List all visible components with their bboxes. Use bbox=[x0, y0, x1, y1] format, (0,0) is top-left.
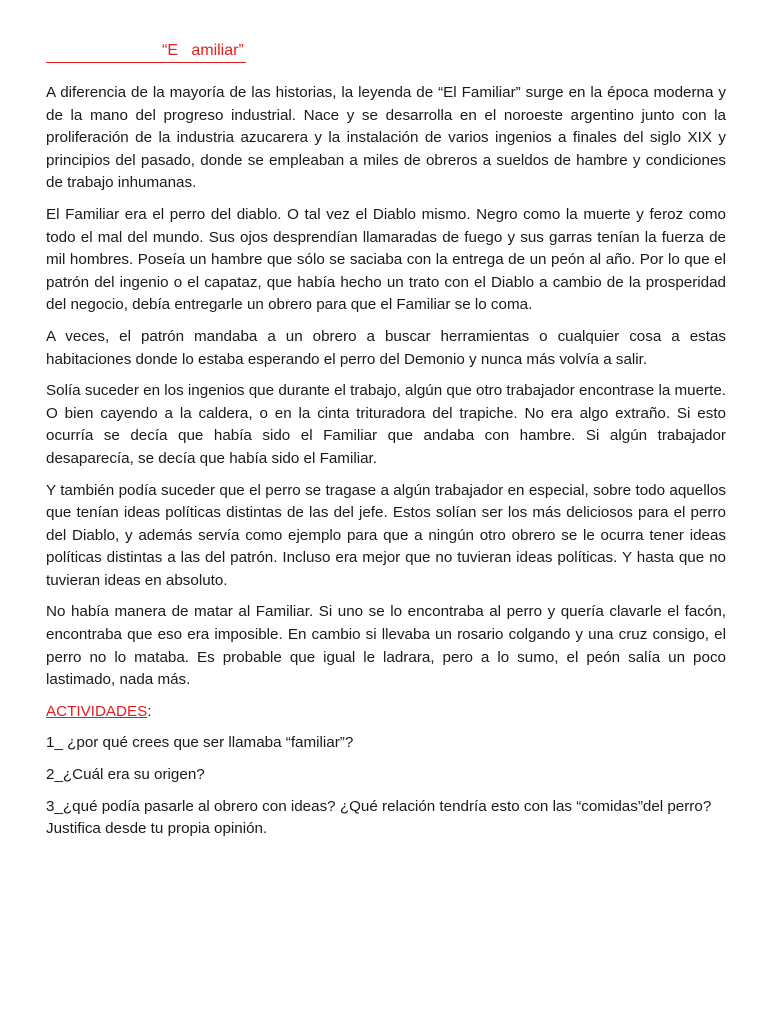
paragraph-5: Y también podía suceder que el perro se tragase a algún trabajador en especial, sobre todo aquellos que tenían ideas políticas distintas de las del jefe. Estos solían ser los más deliciosos para el perro del Diablo, y además servía como ejemplo para que a ningún otro obrero se le ocurra tener ideas políticas distintas a las del patrón. Incluso era mejor que no tuvieran ideas políticas. Y hasta que no tuvieran ideas en absoluto. bbox=[46, 481, 726, 589]
activities-label: ACTIVIDADES bbox=[46, 702, 148, 720]
question-2: 2_¿Cuál era su origen? bbox=[46, 766, 205, 784]
paragraph-2: El Familiar era el perro del diablo. O tal vez el Diablo mismo. Negro como la muerte y feroz como todo el mal del mundo. Sus ojos desprendían llamaradas de fuego y sus garras tenían la fuerza de mil hombres. Poseía un hambre que sólo se saciaba con la entrega de un peón al año. Por lo que el patrón del ingenio o el capataz, que había hecho un trato con el Diablo a cambio de la prosperidad del negocio, debía entregarle un obrero para que el Familiar se lo coma. bbox=[46, 205, 726, 314]
paragraph-1: A diferencia de la mayoría de las historias, la leyenda de “El Familiar” surge en la época moderna y de la mano del progreso industrial. Nace y se desarrolla en el noroeste argentino junto con la proliferación de la industria azucarera y la instalación de varios ingenios a finales del siglo XIX y principios del pasado, donde se empleaban a miles de obreros a sueldos de hambre y condiciones de trabajo inhumanas. bbox=[46, 84, 726, 192]
question-1: 1_ ¿por qué crees que ser llamaba “familiar”? bbox=[46, 734, 354, 752]
paragraph-3: A veces, el patrón mandaba a un obrero a buscar herramientas o cualquier cosa a estas habitaciones donde lo estaba esperando el perro del Demonio y nunca más volvía a salir. bbox=[46, 327, 726, 368]
paragraph-4: Solía suceder en los ingenios que durante el trabajo, algún que otro trabajador encontrase la muerte. O bien cayendo a la caldera, o en la cinta trituradora del trapiche. No era algo extraño. Si esto ocurría se decía que había sido el Familiar que andaba con hambre. Si algún trabajador desaparecía, se decía que había sido el Familiar. bbox=[46, 382, 726, 467]
document-title: “E amiliar” bbox=[46, 40, 246, 63]
question-3: 3_¿qué podía pasarle al obrero con ideas? ¿Qué relación tendría esto con las “comidas”del perro? Justifica desde tu propia opinión. bbox=[46, 797, 712, 838]
title-line bbox=[46, 40, 726, 66]
activities-colon: : bbox=[147, 702, 152, 720]
paragraph-6: No había manera de matar al Familiar. Si uno se lo encontraba al perro y quería clavarle el facón, encontraba que eso era imposible. En cambio si llevaba un rosario colgando y una cruz consigo, el perro no lo mataba. Es probable que igual le ladrara, pero a lo sumo, el peón salía un poco lastimado, nada más. bbox=[46, 603, 726, 689]
activities-heading bbox=[46, 701, 726, 724]
document-page bbox=[46, 40, 726, 850]
